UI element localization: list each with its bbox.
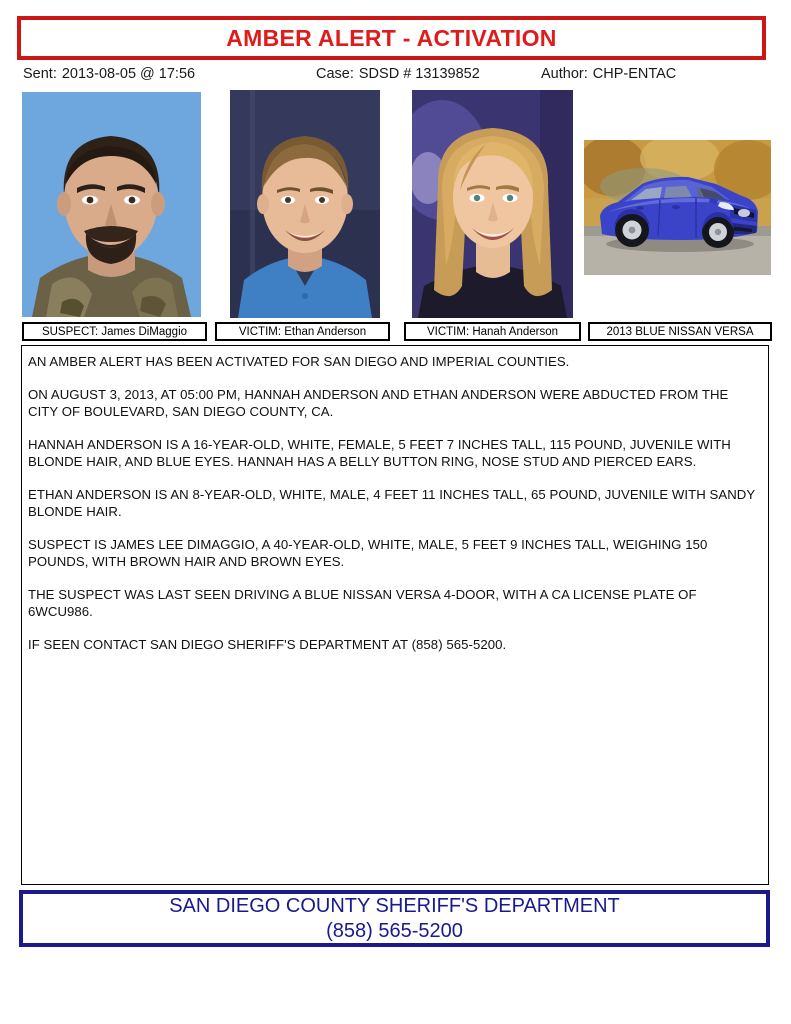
- caption-victim-girl-label: VICTIM: Hanah Anderson: [426, 325, 559, 338]
- body-paragraph: ON AUGUST 3, 2013, AT 05:00 PM, HANNAH ANDERSON AND ETHAN ANDERSON WERE ABDUCTED FROM THE CITY OF BOULEVARD, SAN DIEGO COUNTY, CA.: [28, 386, 729, 419]
- caption-vehicle-label: 2013 BLUE NISSAN VERSA: [606, 325, 754, 338]
- caption-suspect: [22, 322, 207, 341]
- case-value: SDSD # 13139852: [358, 66, 480, 82]
- body-paragraph: HANNAH ANDERSON IS A 16-YEAR-OLD, WHITE, FEMALE, 5 FEET 7 INCHES TALL, 115 POUND, JUVENILE WITH BLONDE HAIR, AND BLUE EYES. HANNAH HAS A BELLY BUTTON RING, NOSE STUD AND PIERCED EARS.: [28, 436, 731, 469]
- author-value: CHP-ENTAC: [592, 66, 677, 82]
- suspect-photo: [22, 92, 201, 317]
- victim-girl-photo: [412, 90, 573, 318]
- alert-body-text: [21, 345, 769, 885]
- photo-captions-row: [0, 322, 791, 343]
- sent-label: Sent:: [23, 66, 57, 82]
- victim-boy-photo: [230, 90, 380, 318]
- caption-vehicle: [588, 322, 772, 341]
- caption-victim-boy: [215, 322, 390, 341]
- body-paragraph: THE SUSPECT WAS LAST SEEN DRIVING A BLUE NISSAN VERSA 4-DOOR, WITH A CA LICENSE PLATE OF 6WCU986.: [28, 586, 697, 619]
- body-paragraph: AN AMBER ALERT HAS BEEN ACTIVATED FOR SAN DIEGO AND IMPERIAL COUNTIES.: [28, 354, 570, 369]
- agency-name: SAN DIEGO COUNTY SHERIFF'S DEPARTMENT: [169, 894, 620, 917]
- sent-value: 2013-08-05 @ 17:56: [61, 66, 196, 82]
- author-label: Author:: [541, 66, 588, 82]
- body-paragraph: ETHAN ANDERSON IS AN 8-YEAR-OLD, WHITE, MALE, 4 FEET 11 INCHES TALL, 65 POUND, JUVENILE WITH SANDY BLONDE HAIR.: [28, 486, 755, 519]
- caption-victim-girl: [404, 322, 581, 341]
- body-paragraph: IF SEEN CONTACT SAN DIEGO SHERIFF'S DEPARTMENT AT (858) 565-5200.: [28, 636, 507, 652]
- caption-victim-boy-label: VICTIM: Ethan Anderson: [238, 325, 367, 338]
- caption-suspect-label: SUSPECT: James DiMaggio: [41, 325, 188, 338]
- case-label: Case:: [316, 66, 354, 82]
- page-title: AMBER ALERT - ACTIVATION: [226, 24, 557, 51]
- agency-footer: [19, 890, 770, 947]
- body-paragraph: SUSPECT IS JAMES LEE DIMAGGIO, A 40-YEAR-OLD, WHITE, MALE, 5 FEET 9 INCHES TALL, WEIGHING 150 POUNDS, WITH BROWN HAIR AND BROWN EYES.: [28, 536, 708, 569]
- photo-strip: [0, 0, 791, 320]
- agency-phone: (858) 565-5200: [326, 919, 463, 942]
- vehicle-photo: [584, 140, 771, 275]
